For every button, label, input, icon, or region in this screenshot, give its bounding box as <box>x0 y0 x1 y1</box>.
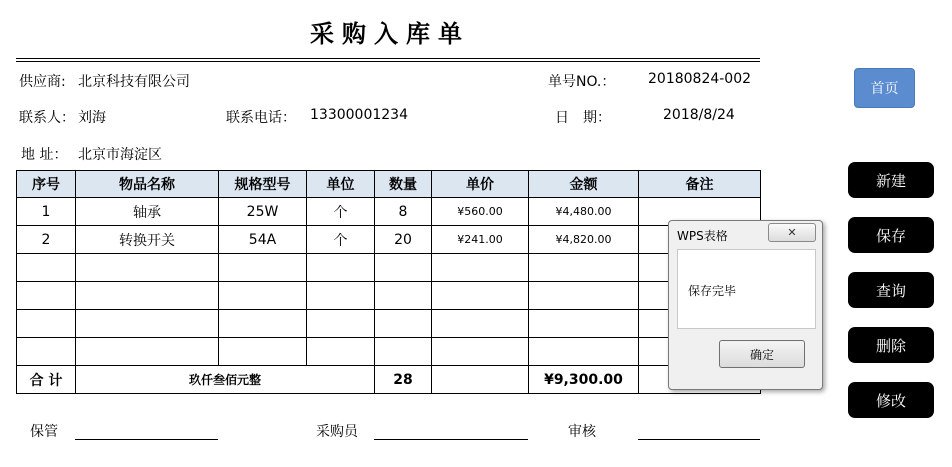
date-label: 日 期： <box>555 110 611 126</box>
empty-cell[interactable] <box>432 254 529 282</box>
total-row <box>17 366 761 394</box>
empty-cell[interactable] <box>219 282 307 310</box>
form-title: 采购入库单 <box>310 20 470 48</box>
order-no-label: 单号NO.： <box>548 74 616 90</box>
col-header-price: 单价 <box>432 171 529 198</box>
empty-cell[interactable] <box>219 310 307 338</box>
buyer-signature-line[interactable] <box>374 439 528 440</box>
col-header-note: 备注 <box>639 171 761 198</box>
total-label: 合 计 <box>17 366 76 394</box>
supplier-label: 供应商: <box>19 74 66 90</box>
cell-spec[interactable]: 54A <box>219 226 307 254</box>
cell-spec[interactable]: 25W <box>219 198 307 226</box>
dialog-message-area <box>677 249 816 329</box>
empty-cell[interactable] <box>307 310 375 338</box>
empty-cell[interactable] <box>432 310 529 338</box>
table-row-empty <box>17 282 761 310</box>
cell-seq[interactable]: 2 <box>17 226 76 254</box>
empty-cell[interactable] <box>529 282 639 310</box>
ok-button[interactable]: 确定 <box>719 340 805 368</box>
empty-cell[interactable] <box>307 254 375 282</box>
empty-cell[interactable] <box>76 310 219 338</box>
keeper-signature-line[interactable] <box>75 439 218 440</box>
cell-price[interactable]: ¥241.00 <box>432 226 529 254</box>
delete-button[interactable]: 删除 <box>848 327 934 363</box>
cell-qty[interactable]: 20 <box>375 226 432 254</box>
empty-cell[interactable] <box>432 282 529 310</box>
cell-amount[interactable]: ¥4,480.00 <box>529 198 639 226</box>
empty-cell[interactable] <box>219 254 307 282</box>
supplier-value[interactable]: 北京科技有限公司 <box>78 74 190 90</box>
home-button[interactable]: 首页 <box>854 68 915 108</box>
dialog-message: 保存完毕 <box>688 284 737 298</box>
cell-name[interactable]: 轴承 <box>76 198 219 226</box>
empty-cell[interactable] <box>375 282 432 310</box>
table-row <box>17 226 761 254</box>
empty-cell[interactable] <box>375 254 432 282</box>
col-header-seq: 序号 <box>17 171 76 198</box>
empty-cell[interactable] <box>17 282 76 310</box>
empty-cell[interactable] <box>76 254 219 282</box>
col-header-spec: 规格型号 <box>219 171 307 198</box>
cell-seq[interactable]: 1 <box>17 198 76 226</box>
keeper-label: 保管 <box>30 424 58 440</box>
table-row-empty <box>17 338 761 366</box>
empty-cell[interactable] <box>76 282 219 310</box>
dialog-title: WPS表格 <box>677 229 728 243</box>
empty-cell[interactable] <box>17 254 76 282</box>
cell-unit[interactable]: 个 <box>307 226 375 254</box>
cell-qty[interactable]: 8 <box>375 198 432 226</box>
title-underline <box>16 58 760 59</box>
col-header-amount: 金额 <box>529 171 639 198</box>
empty-cell[interactable] <box>219 338 307 366</box>
cell-unit[interactable]: 个 <box>307 198 375 226</box>
empty-cell[interactable] <box>76 338 219 366</box>
table-row <box>17 198 761 226</box>
empty-cell[interactable] <box>307 282 375 310</box>
total-amount[interactable]: ¥9,300.00 <box>529 366 639 394</box>
col-header-name: 物品名称 <box>76 171 219 198</box>
cell-name[interactable]: 转换开关 <box>76 226 219 254</box>
empty-cell[interactable] <box>529 254 639 282</box>
empty-cell[interactable] <box>432 338 529 366</box>
empty-cell[interactable] <box>432 366 529 394</box>
col-header-qty: 数量 <box>375 171 432 198</box>
table-row-empty <box>17 310 761 338</box>
auditor-label: 审核 <box>568 424 596 440</box>
auditor-signature-line[interactable] <box>638 439 760 440</box>
order-no-value[interactable]: 20180824-002 <box>648 71 752 87</box>
items-table <box>16 170 761 394</box>
empty-cell[interactable] <box>375 310 432 338</box>
phone-value[interactable]: 13300001234 <box>310 107 408 123</box>
empty-cell[interactable] <box>307 338 375 366</box>
empty-cell[interactable] <box>17 310 76 338</box>
date-value[interactable]: 2018/8/24 <box>663 107 735 123</box>
contact-label: 联系人： <box>19 110 75 126</box>
title-underline-double <box>16 61 760 62</box>
save-complete-dialog <box>668 220 823 390</box>
table-row-empty <box>17 254 761 282</box>
cell-amount[interactable]: ¥4,820.00 <box>529 226 639 254</box>
save-button[interactable]: 保存 <box>848 217 934 253</box>
edit-button[interactable]: 修改 <box>848 382 934 418</box>
total-amount-words[interactable]: 玖仟叁佰元整 <box>76 366 375 394</box>
empty-cell[interactable] <box>17 338 76 366</box>
table-header-row <box>17 171 761 198</box>
empty-cell[interactable] <box>375 338 432 366</box>
phone-label: 联系电话： <box>226 110 296 126</box>
col-header-unit: 单位 <box>307 171 375 198</box>
empty-cell[interactable] <box>529 310 639 338</box>
total-qty[interactable]: 28 <box>375 366 432 394</box>
query-button[interactable]: 查询 <box>848 272 934 308</box>
address-label: 地 址： <box>21 147 68 163</box>
buyer-label: 采购员 <box>316 424 358 440</box>
new-button[interactable]: 新建 <box>848 162 934 198</box>
cell-price[interactable]: ¥560.00 <box>432 198 529 226</box>
empty-cell[interactable] <box>529 338 639 366</box>
contact-value[interactable]: 刘海 <box>78 110 106 126</box>
close-icon[interactable]: ✕ <box>768 223 816 242</box>
address-value[interactable]: 北京市海淀区 <box>78 147 162 163</box>
